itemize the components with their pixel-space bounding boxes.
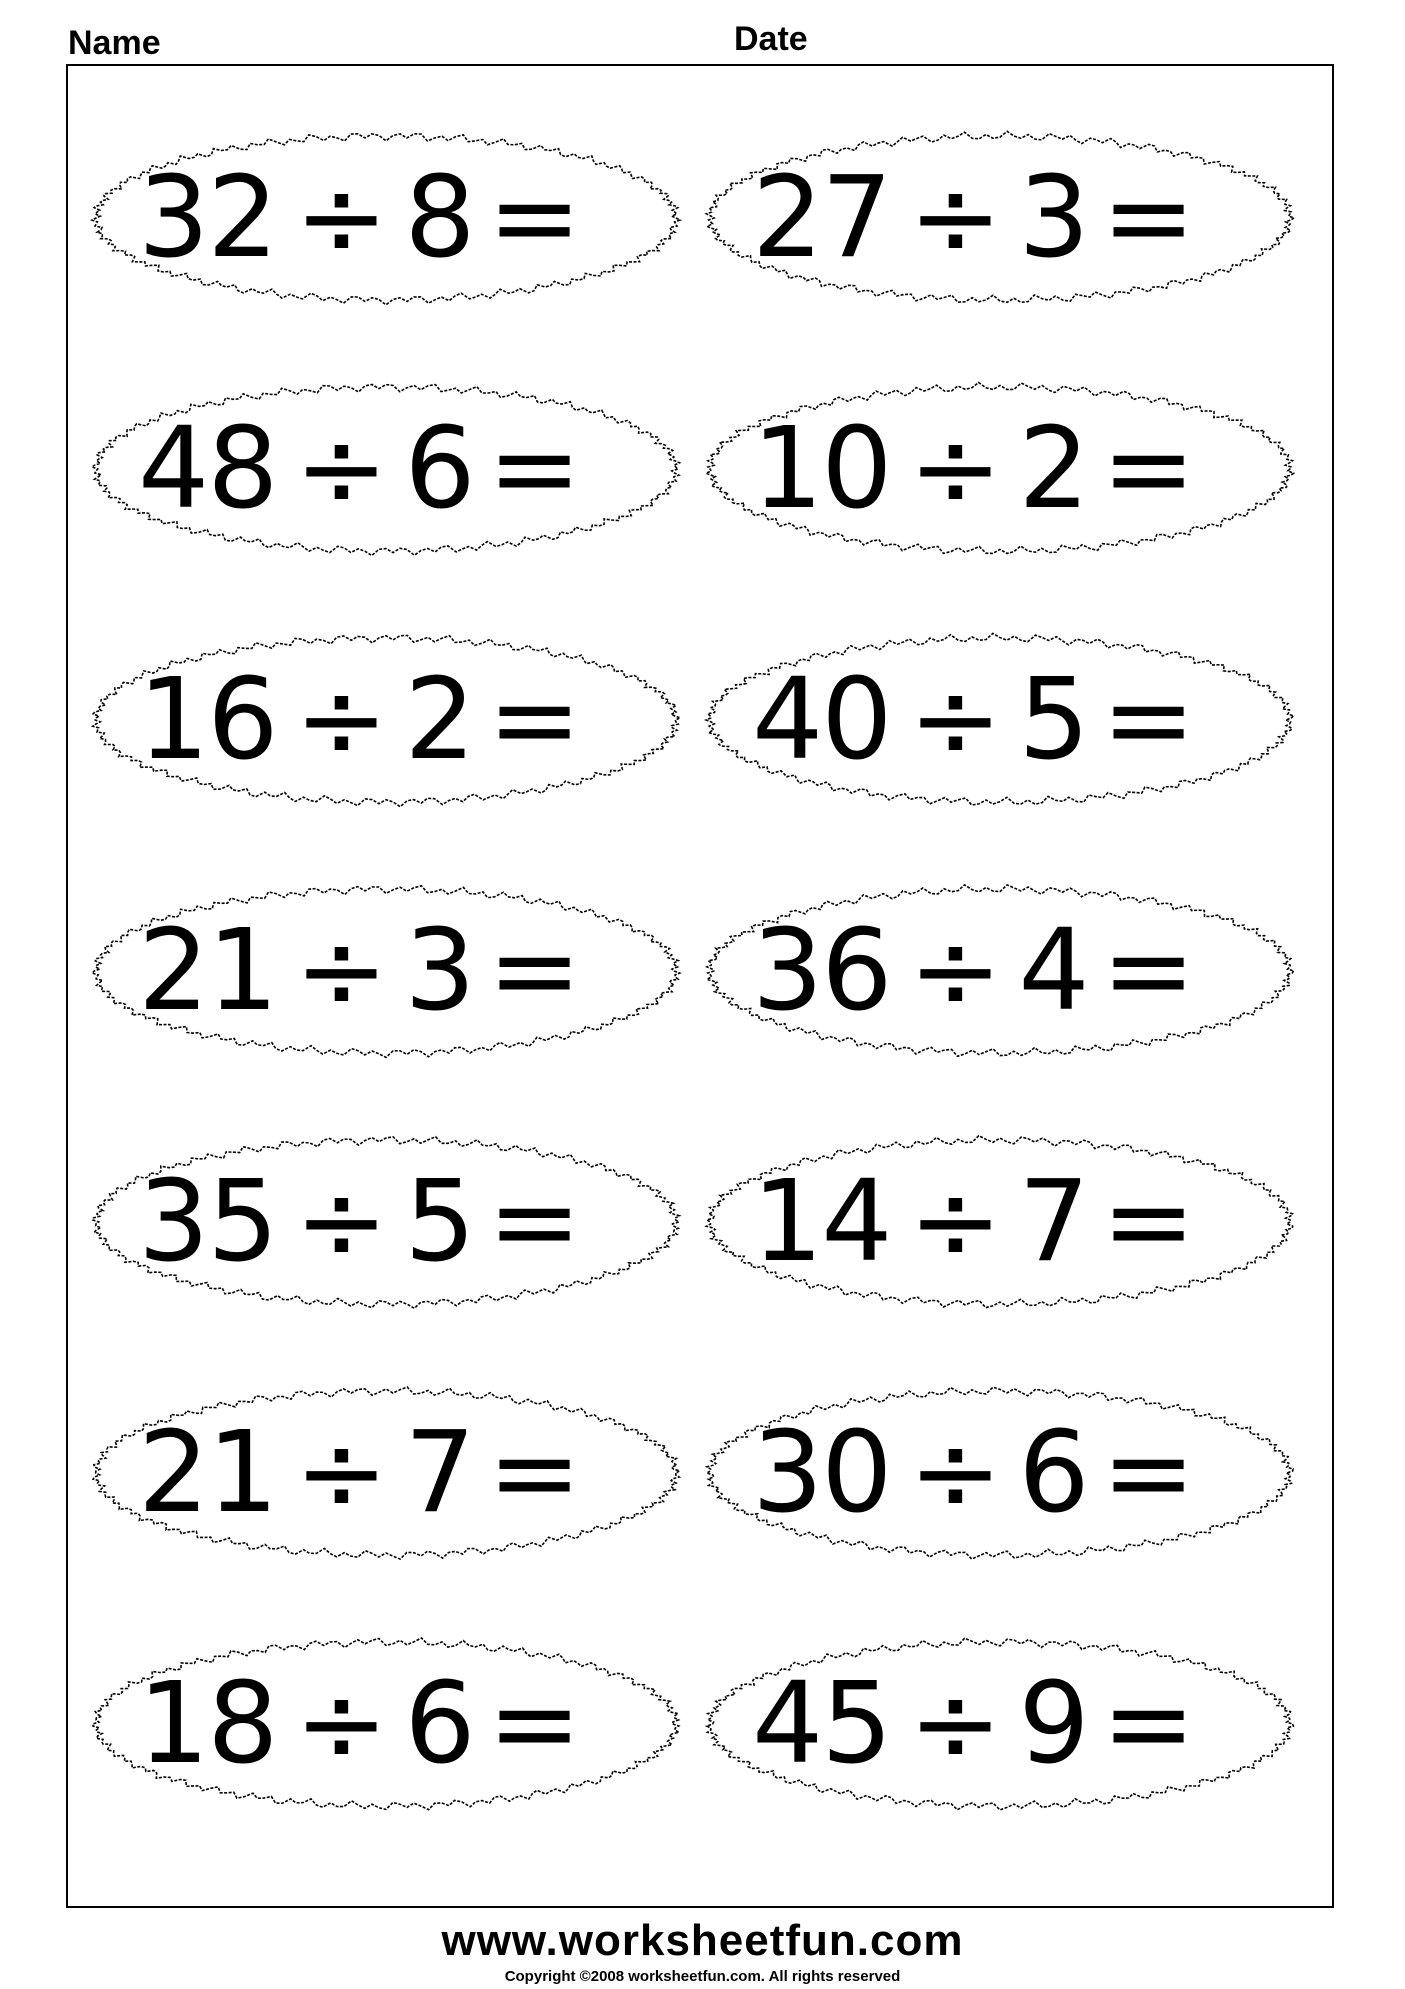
division-expression bbox=[138, 128, 579, 308]
divide-sign: ÷ bbox=[908, 153, 1001, 283]
division-expression bbox=[752, 1132, 1193, 1312]
dividend: 40 bbox=[752, 655, 891, 785]
division-expression bbox=[752, 379, 1193, 559]
dividend: 48 bbox=[138, 404, 277, 534]
divide-sign: ÷ bbox=[294, 404, 387, 534]
copyright-notice: Copyright ©2008 worksheetfun.com. All rights reserved bbox=[504, 1968, 901, 1985]
equals-sign: = bbox=[1101, 655, 1194, 785]
division-expression bbox=[752, 1383, 1193, 1563]
dividend: 35 bbox=[138, 1157, 277, 1287]
equals-sign: = bbox=[487, 404, 580, 534]
name-label: Name bbox=[68, 24, 161, 62]
problem-item bbox=[700, 1132, 1300, 1312]
division-expression bbox=[138, 379, 579, 559]
equals-sign: = bbox=[487, 655, 580, 785]
problem-item bbox=[700, 1383, 1300, 1563]
divisor: 5 bbox=[1018, 655, 1088, 785]
problem-item bbox=[86, 1634, 686, 1814]
divide-sign: ÷ bbox=[294, 1157, 387, 1287]
equals-sign: = bbox=[1101, 1659, 1194, 1789]
divide-sign: ÷ bbox=[908, 655, 1001, 785]
dividend: 21 bbox=[138, 906, 277, 1036]
equals-sign: = bbox=[487, 1157, 580, 1287]
divide-sign: ÷ bbox=[294, 1408, 387, 1538]
equals-sign: = bbox=[1101, 404, 1194, 534]
site-url: www.worksheetfun.com bbox=[441, 1916, 964, 1965]
division-expression bbox=[752, 630, 1193, 810]
divisor: 8 bbox=[404, 153, 474, 283]
divisor: 3 bbox=[1018, 153, 1088, 283]
divide-sign: ÷ bbox=[908, 1157, 1001, 1287]
worksheet-frame bbox=[66, 64, 1334, 1908]
dividend: 36 bbox=[752, 906, 891, 1036]
problem-item bbox=[86, 630, 686, 810]
dividend: 45 bbox=[752, 1659, 891, 1789]
dividend: 10 bbox=[752, 404, 891, 534]
divisor: 4 bbox=[1018, 906, 1088, 1036]
dividend: 27 bbox=[752, 153, 891, 283]
divide-sign: ÷ bbox=[294, 655, 387, 785]
equals-sign: = bbox=[487, 1408, 580, 1538]
divisor: 7 bbox=[404, 1408, 474, 1538]
problem-item bbox=[700, 128, 1300, 308]
division-expression bbox=[752, 881, 1193, 1061]
divide-sign: ÷ bbox=[908, 404, 1001, 534]
divide-sign: ÷ bbox=[908, 1408, 1001, 1538]
equals-sign: = bbox=[487, 906, 580, 1036]
equals-sign: = bbox=[487, 153, 580, 283]
divisor: 5 bbox=[404, 1157, 474, 1287]
divisor: 2 bbox=[1018, 404, 1088, 534]
dividend: 16 bbox=[138, 655, 277, 785]
divide-sign: ÷ bbox=[294, 906, 387, 1036]
divisor: 9 bbox=[1018, 1659, 1088, 1789]
division-expression bbox=[138, 881, 579, 1061]
divisor: 6 bbox=[404, 1659, 474, 1789]
dividend: 21 bbox=[138, 1408, 277, 1538]
division-expression bbox=[138, 1383, 579, 1563]
problem-item bbox=[700, 1634, 1300, 1814]
equals-sign: = bbox=[487, 1659, 580, 1789]
dividend: 32 bbox=[138, 153, 277, 283]
divide-sign: ÷ bbox=[908, 906, 1001, 1036]
dividend: 18 bbox=[138, 1659, 277, 1789]
divide-sign: ÷ bbox=[908, 1659, 1001, 1789]
dividend: 30 bbox=[752, 1408, 891, 1538]
equals-sign: = bbox=[1101, 906, 1194, 1036]
problem-item bbox=[86, 1132, 686, 1312]
problem-item bbox=[700, 881, 1300, 1061]
dividend: 14 bbox=[752, 1157, 891, 1287]
equals-sign: = bbox=[1101, 1408, 1194, 1538]
divisor: 6 bbox=[404, 404, 474, 534]
date-label: Date bbox=[734, 20, 808, 58]
problem-item bbox=[86, 881, 686, 1061]
problem-item bbox=[86, 379, 686, 559]
divisor: 7 bbox=[1018, 1157, 1088, 1287]
equals-sign: = bbox=[1101, 1157, 1194, 1287]
problem-item bbox=[86, 128, 686, 308]
division-expression bbox=[138, 1634, 579, 1814]
division-expression bbox=[138, 630, 579, 810]
divide-sign: ÷ bbox=[294, 1659, 387, 1789]
equals-sign: = bbox=[1101, 153, 1194, 283]
divide-sign: ÷ bbox=[294, 153, 387, 283]
divisor: 6 bbox=[1018, 1408, 1088, 1538]
division-expression bbox=[138, 1132, 579, 1312]
division-expression bbox=[752, 128, 1193, 308]
divisor: 3 bbox=[404, 906, 474, 1036]
divisor: 2 bbox=[404, 655, 474, 785]
problem-item bbox=[700, 630, 1300, 810]
division-expression bbox=[752, 1634, 1193, 1814]
problem-item bbox=[700, 379, 1300, 559]
problem-item bbox=[86, 1383, 686, 1563]
